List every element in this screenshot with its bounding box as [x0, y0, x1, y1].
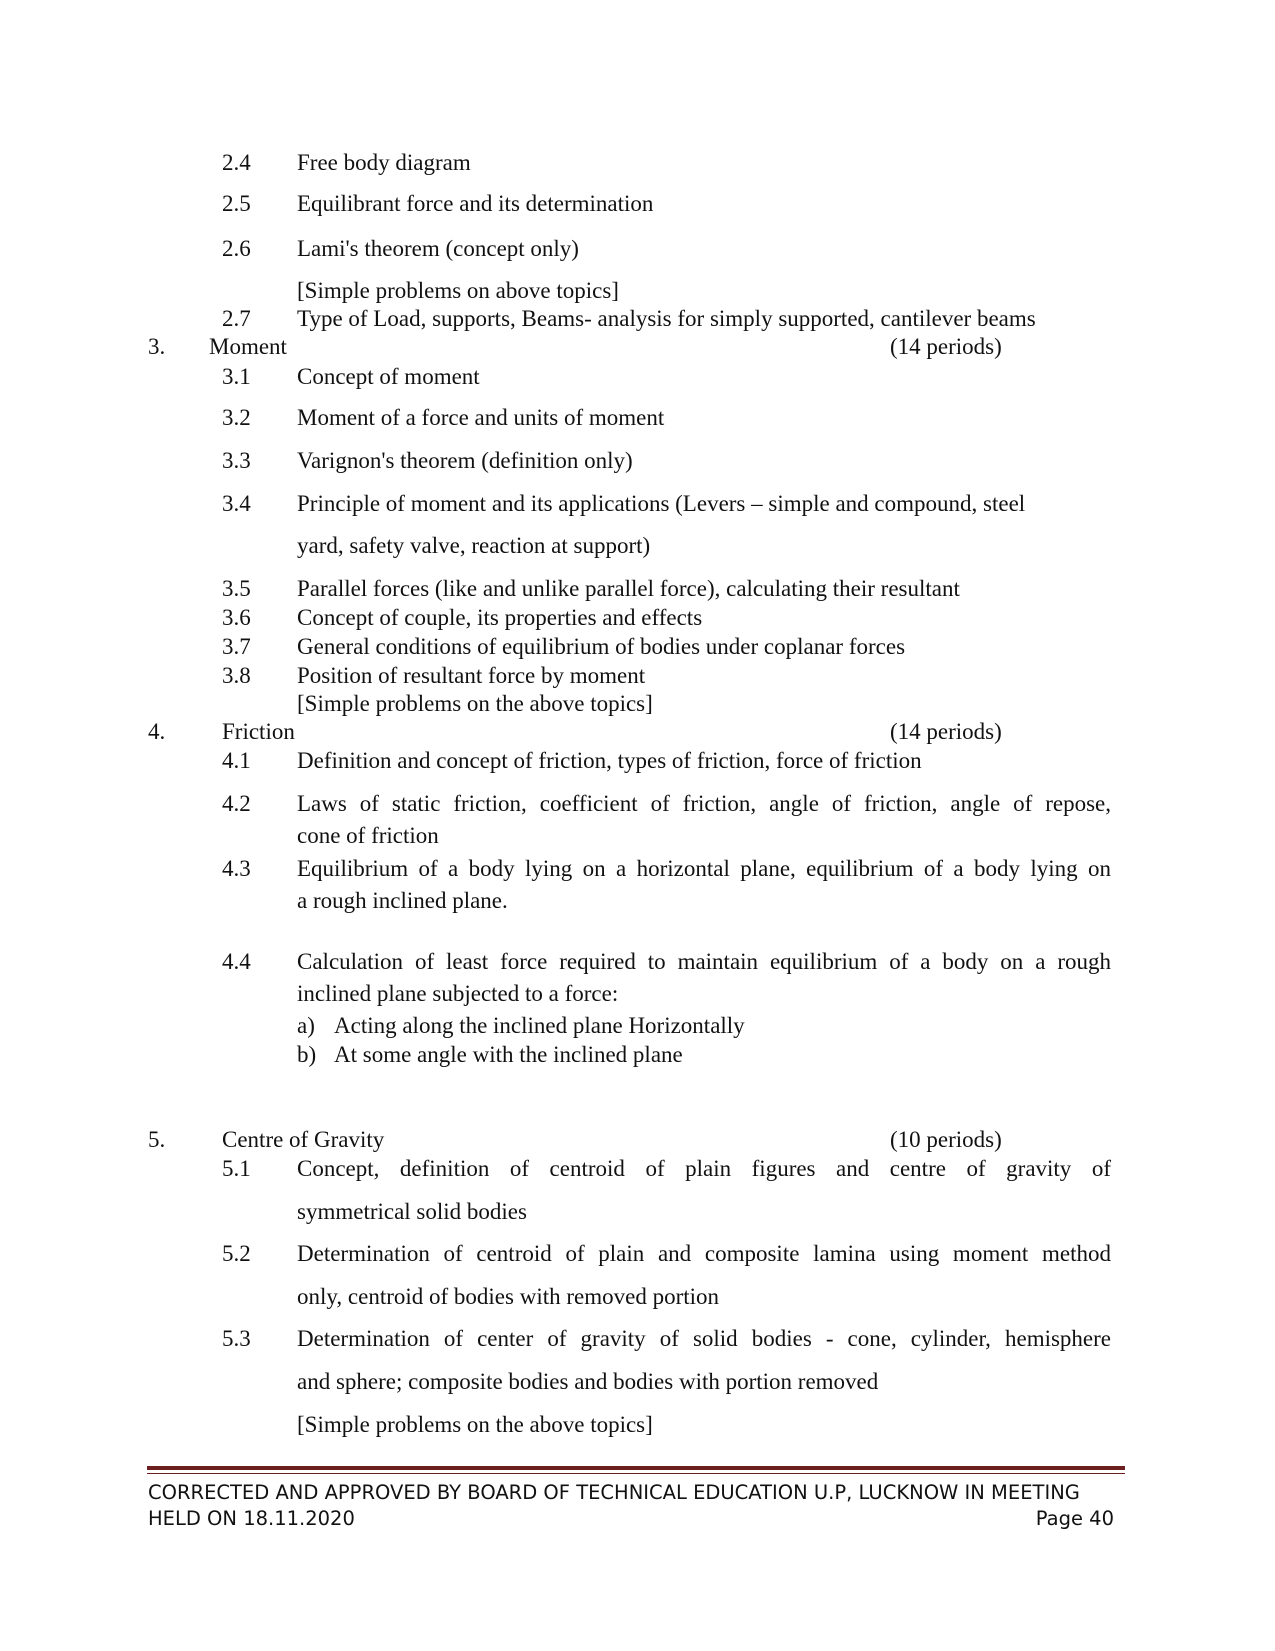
item-number: 3.1: [222, 364, 251, 389]
item-number: 5.3: [222, 1326, 251, 1351]
sub-item-text: At some angle with the inclined plane: [334, 1042, 683, 1067]
item-text: Definition and concept of friction, types of friction, force of friction: [297, 748, 922, 773]
item-text: Laws of static friction, coefficient of friction, angle of friction, angle of repose,: [297, 791, 1111, 816]
item-text: Type of Load, supports, Beams- analysis for simply supported, cantilever beams: [297, 306, 1036, 331]
item-number: 2.7: [222, 306, 251, 331]
item-number: 3.6: [222, 605, 251, 630]
sub-item-label: a): [297, 1013, 315, 1038]
footer-approval-text: CORRECTED AND APPROVED BY BOARD OF TECHNICAL EDUCATION U.P, LUCKNOW IN MEETING: [148, 1481, 1080, 1504]
section-periods: (14 periods): [890, 334, 1002, 359]
item-text: Lami's theorem (concept only): [297, 236, 579, 261]
section-note: [Simple problems on the above topics]: [297, 1412, 653, 1437]
item-number: 3.7: [222, 634, 251, 659]
sub-item-label: b): [297, 1042, 317, 1067]
item-number: 3.2: [222, 405, 251, 430]
item-number: 3.5: [222, 576, 251, 601]
section-note: [Simple problems on above topics]: [297, 278, 619, 303]
item-text-continued: a rough inclined plane.: [297, 888, 508, 913]
item-text: Concept of couple, its properties and effects: [297, 605, 703, 630]
item-text: General conditions of equilibrium of bodies under coplanar forces: [297, 634, 906, 659]
section-note: [Simple problems on the above topics]: [297, 691, 653, 716]
section-periods: (10 periods): [890, 1127, 1002, 1152]
item-text: Concept, definition of centroid of plain figures and centre of gravity of: [297, 1156, 1111, 1181]
item-number: 3.8: [222, 663, 251, 688]
item-text-continued: inclined plane subjected to a force:: [297, 981, 619, 1006]
section-number: 3.: [148, 334, 166, 359]
item-number: 4.3: [222, 856, 251, 881]
section-number: 4.: [148, 719, 166, 744]
item-text-continued: yard, safety valve, reaction at support): [297, 533, 651, 558]
footer-meeting-date: HELD ON 18.11.2020: [148, 1507, 355, 1530]
item-text: Varignon's theorem (definition only): [297, 448, 633, 473]
item-text: Principle of moment and its applications (Levers – simple and compound, steel: [297, 491, 1026, 516]
item-number: 3.3: [222, 448, 251, 473]
item-number: 5.1: [222, 1156, 251, 1181]
item-number: 4.2: [222, 791, 251, 816]
item-number: 3.4: [222, 491, 251, 516]
section-periods: (14 periods): [890, 719, 1002, 744]
item-text: Determination of center of gravity of solid bodies - cone, cylinder, hemisphere: [297, 1326, 1111, 1351]
item-text-continued: symmetrical solid bodies: [297, 1199, 527, 1224]
item-number: 4.4: [222, 949, 251, 974]
item-text: Position of resultant force by moment: [297, 663, 646, 688]
item-number: 5.2: [222, 1241, 251, 1266]
item-text: Free body diagram: [297, 150, 471, 175]
section-title: Centre of Gravity: [222, 1127, 385, 1152]
footer-rule-thick: [147, 1466, 1125, 1470]
item-text: Moment of a force and units of moment: [297, 405, 665, 430]
item-text: Determination of centroid of plain and composite lamina using moment method: [297, 1241, 1111, 1266]
item-number: 2.4: [222, 150, 251, 175]
item-number: 2.6: [222, 236, 251, 261]
item-text: Equilibrium of a body lying on a horizontal plane, equilibrium of a body lying on: [297, 856, 1111, 881]
item-number: 4.1: [222, 748, 251, 773]
item-text: Parallel forces (like and unlike parallel force), calculating their resultant: [297, 576, 960, 601]
sub-item-text: Acting along the inclined plane Horizontally: [334, 1013, 745, 1038]
section-title: Friction: [222, 719, 295, 744]
section-number: 5.: [148, 1127, 166, 1152]
item-text-continued: and sphere; composite bodies and bodies with portion removed: [297, 1369, 879, 1394]
item-text-continued: only, centroid of bodies with removed portion: [297, 1284, 720, 1309]
page-number: Page 40: [1035, 1507, 1114, 1530]
item-text: Calculation of least force required to maintain equilibrium of a body on a rough: [297, 949, 1111, 974]
section-title: Moment: [209, 334, 287, 359]
item-text-continued: cone of friction: [297, 823, 439, 848]
item-text: Equilibrant force and its determination: [297, 191, 654, 216]
item-number: 2.5: [222, 191, 251, 216]
item-text: Concept of moment: [297, 364, 480, 389]
footer-rule-thin: [147, 1473, 1125, 1474]
